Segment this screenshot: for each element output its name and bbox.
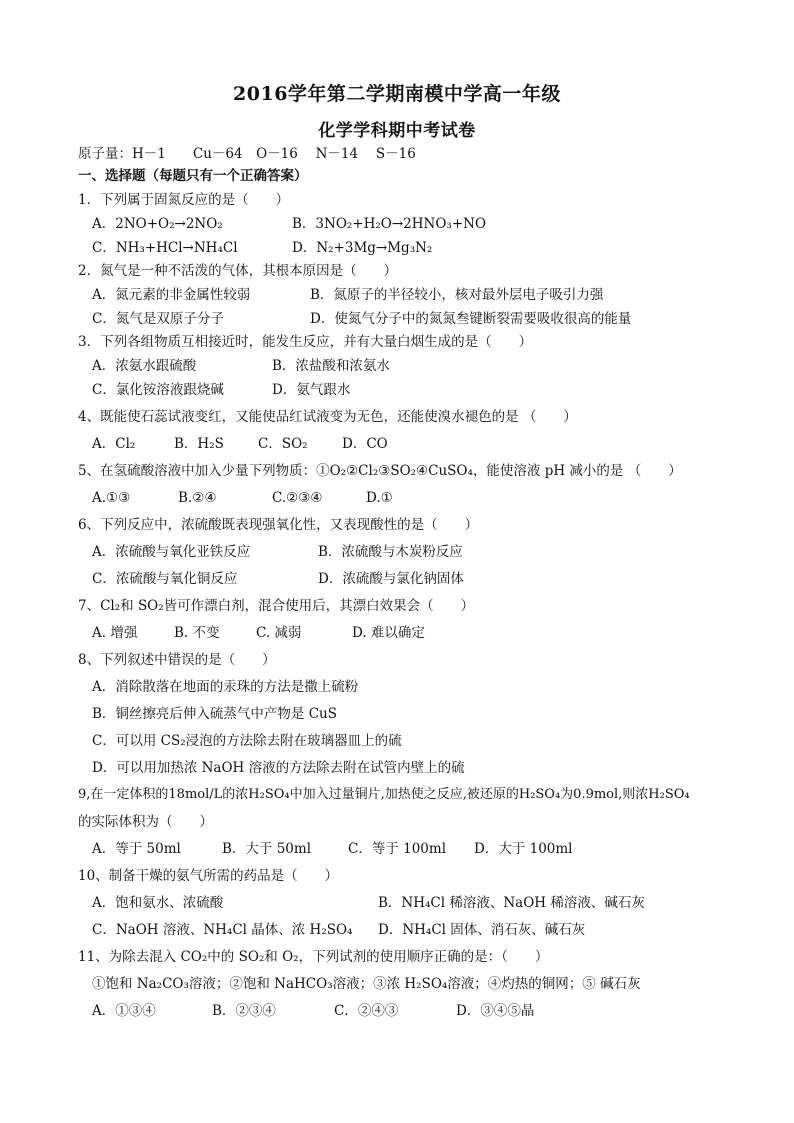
question-6-option-a: A．浓硫酸与氧化亚铁反应 bbox=[92, 544, 251, 560]
question-11-option-b: B．②③④ bbox=[212, 1003, 276, 1019]
question-7-stem: 7、Cl₂和 SO₂皆可作漂白剂，混合使用后，其漂白效果会（ ） bbox=[78, 598, 475, 614]
question-10-option-d: D．NH₄Cl 固体、消石灰、碱石灰 bbox=[378, 922, 586, 938]
question-11-reagent-list: ①饱和 Na₂CO₃溶液；②饱和 NaHCO₃溶液；③浓 H₂SO₄溶液；④灼热的铜网；⑤ 碱石灰 bbox=[92, 976, 641, 992]
question-4-option-d: D．CO bbox=[342, 436, 388, 452]
question-11-option-a: A．①③④ bbox=[92, 1003, 156, 1019]
exam-subtitle: 化学学科期中考试卷 bbox=[318, 121, 476, 141]
question-6-option-d: D．浓硫酸与氯化钠固体 bbox=[318, 571, 464, 587]
question-2-option-d: D．使氮气分子中的氮氮叁键断裂需要吸收很高的能量 bbox=[310, 311, 632, 327]
question-5-option-a: A.①③ bbox=[92, 490, 131, 506]
question-9-option-c: C．等于 100ml bbox=[348, 841, 447, 857]
question-10-option-a: A．饱和氨水、浓硫酸 bbox=[92, 895, 224, 911]
question-2-option-c: C．氮气是双原子分子 bbox=[92, 311, 224, 327]
question-7-option-d: D. 难以确定 bbox=[352, 625, 425, 641]
question-9-option-d: D．大于 100ml bbox=[474, 841, 573, 857]
question-5-stem: 5、在氢硫酸溶液中加入少量下列物质：①O₂②Cl₂③SO₂④CuSO₄，能使溶液 pH 减小的是 （ ） bbox=[78, 463, 682, 479]
question-5-option-d: D.① bbox=[366, 490, 393, 506]
question-11-option-d: D．③④⑤晶 bbox=[456, 1003, 535, 1019]
question-9-option-b: B．大于 50ml bbox=[222, 841, 312, 857]
question-3-option-c: C．氯化铵溶液跟烧碱 bbox=[92, 382, 224, 398]
question-8-option-b: B．铜丝擦亮后伸入硫蒸气中产物是 CuS bbox=[92, 706, 337, 722]
question-1-option-c: C．NH₃+HCl→NH₄Cl bbox=[92, 240, 238, 256]
question-4-option-a: A．Cl₂ bbox=[92, 436, 136, 452]
question-7-option-b: B. 不变 bbox=[174, 625, 220, 641]
question-8-stem: 8、下列叙述中错误的是（ ） bbox=[78, 652, 276, 668]
question-9-option-a: A．等于 50ml bbox=[92, 841, 181, 857]
question-4-option-c: C．SO₂ bbox=[258, 436, 308, 452]
question-1-option-a: A．2NO+O₂→2NO₂ bbox=[92, 216, 223, 232]
question-8-option-d: D．可以用加热浓 NaOH 溶液的方法除去附在试管内壁上的硫 bbox=[92, 760, 465, 776]
atomic-mass-line: 原子量：H－1 Cu－64 O－16 N－14 S－16 bbox=[78, 146, 416, 162]
question-10-option-c: C．NaOH 溶液、NH₄Cl 晶体、浓 H₂SO₄ bbox=[92, 922, 353, 938]
question-8-option-a: A．消除散落在地面的汞珠的方法是撒上硫粉 bbox=[92, 679, 359, 695]
question-1-option-b: B．3NO₂+H₂O→2HNO₃+NO bbox=[292, 216, 487, 232]
question-9-stem-continued: 的实际体积为（ ） bbox=[78, 814, 213, 830]
question-5-option-b: B.②④ bbox=[178, 490, 217, 506]
section-heading: 一、选择题（每题只有一个正确答案） bbox=[78, 168, 308, 184]
question-9-stem: 9,在一定体积的18mol/L的浓H₂SO₄中加入过量铜片,加热使之反应,被还原的H₂SO₄为0.9mol,则浓H₂SO₄ bbox=[78, 787, 690, 802]
question-6-option-c: C．浓硫酸与氧化铜反应 bbox=[92, 571, 238, 587]
question-1-stem: 1．下列属于固氮反应的是（ ） bbox=[78, 192, 290, 208]
question-2-option-a: A．氮元素的非金属性较弱 bbox=[92, 287, 251, 303]
question-6-option-b: B．浓硫酸与木炭粉反应 bbox=[318, 544, 463, 560]
question-3-stem: 3．下列各组物质互相接近时，能发生反应，并有大量白烟生成的是（ ） bbox=[78, 334, 533, 350]
exam-title: 2016学年第二学期南模中学高一年级 bbox=[233, 83, 561, 105]
question-11-stem: 11、为除去混入 CO₂中的 SO₂和 O₂，下列试剂的使用顺序正确的是：（ ） bbox=[78, 949, 549, 965]
question-10-stem: 10、制备干燥的氨气所需的药品是（ ） bbox=[78, 868, 339, 884]
question-8-option-c: C．可以用 CS₂浸泡的方法除去附在玻璃器皿上的硫 bbox=[92, 733, 402, 749]
question-3-option-b: B．浓盐酸和浓氨水 bbox=[272, 358, 390, 374]
question-1-option-d: D．N₂+3Mg→Mg₃N₂ bbox=[292, 240, 433, 256]
question-2-stem: 2．氮气是一种不活泼的气体，其根本原因是（ ） bbox=[78, 263, 398, 279]
question-7-option-a: A. 增强 bbox=[92, 625, 138, 641]
question-7-option-c: C. 减弱 bbox=[256, 625, 302, 641]
question-5-option-c: C.②③④ bbox=[272, 490, 323, 506]
question-3-option-d: D．氨气跟水 bbox=[272, 382, 351, 398]
question-4-stem: 4、既能使石蕊试液变红，又能使品红试液变为无色，还能使溴水褪色的是 （ ） bbox=[78, 409, 577, 425]
question-2-option-b: B．氮原子的半径较小，核对最外层电子吸引力强 bbox=[310, 287, 604, 303]
question-11-option-c: C．②④③ bbox=[334, 1003, 399, 1019]
question-4-option-b: B．H₂S bbox=[174, 436, 224, 452]
question-10-option-b: B．NH₄Cl 稀溶液、NaOH 稀溶液、碱石灰 bbox=[378, 895, 645, 911]
question-3-option-a: A．浓氨水跟硫酸 bbox=[92, 358, 197, 374]
question-6-stem: 6、下列反应中，浓硫酸既表现强氧化性，又表现酸性的是（ ） bbox=[78, 517, 479, 533]
